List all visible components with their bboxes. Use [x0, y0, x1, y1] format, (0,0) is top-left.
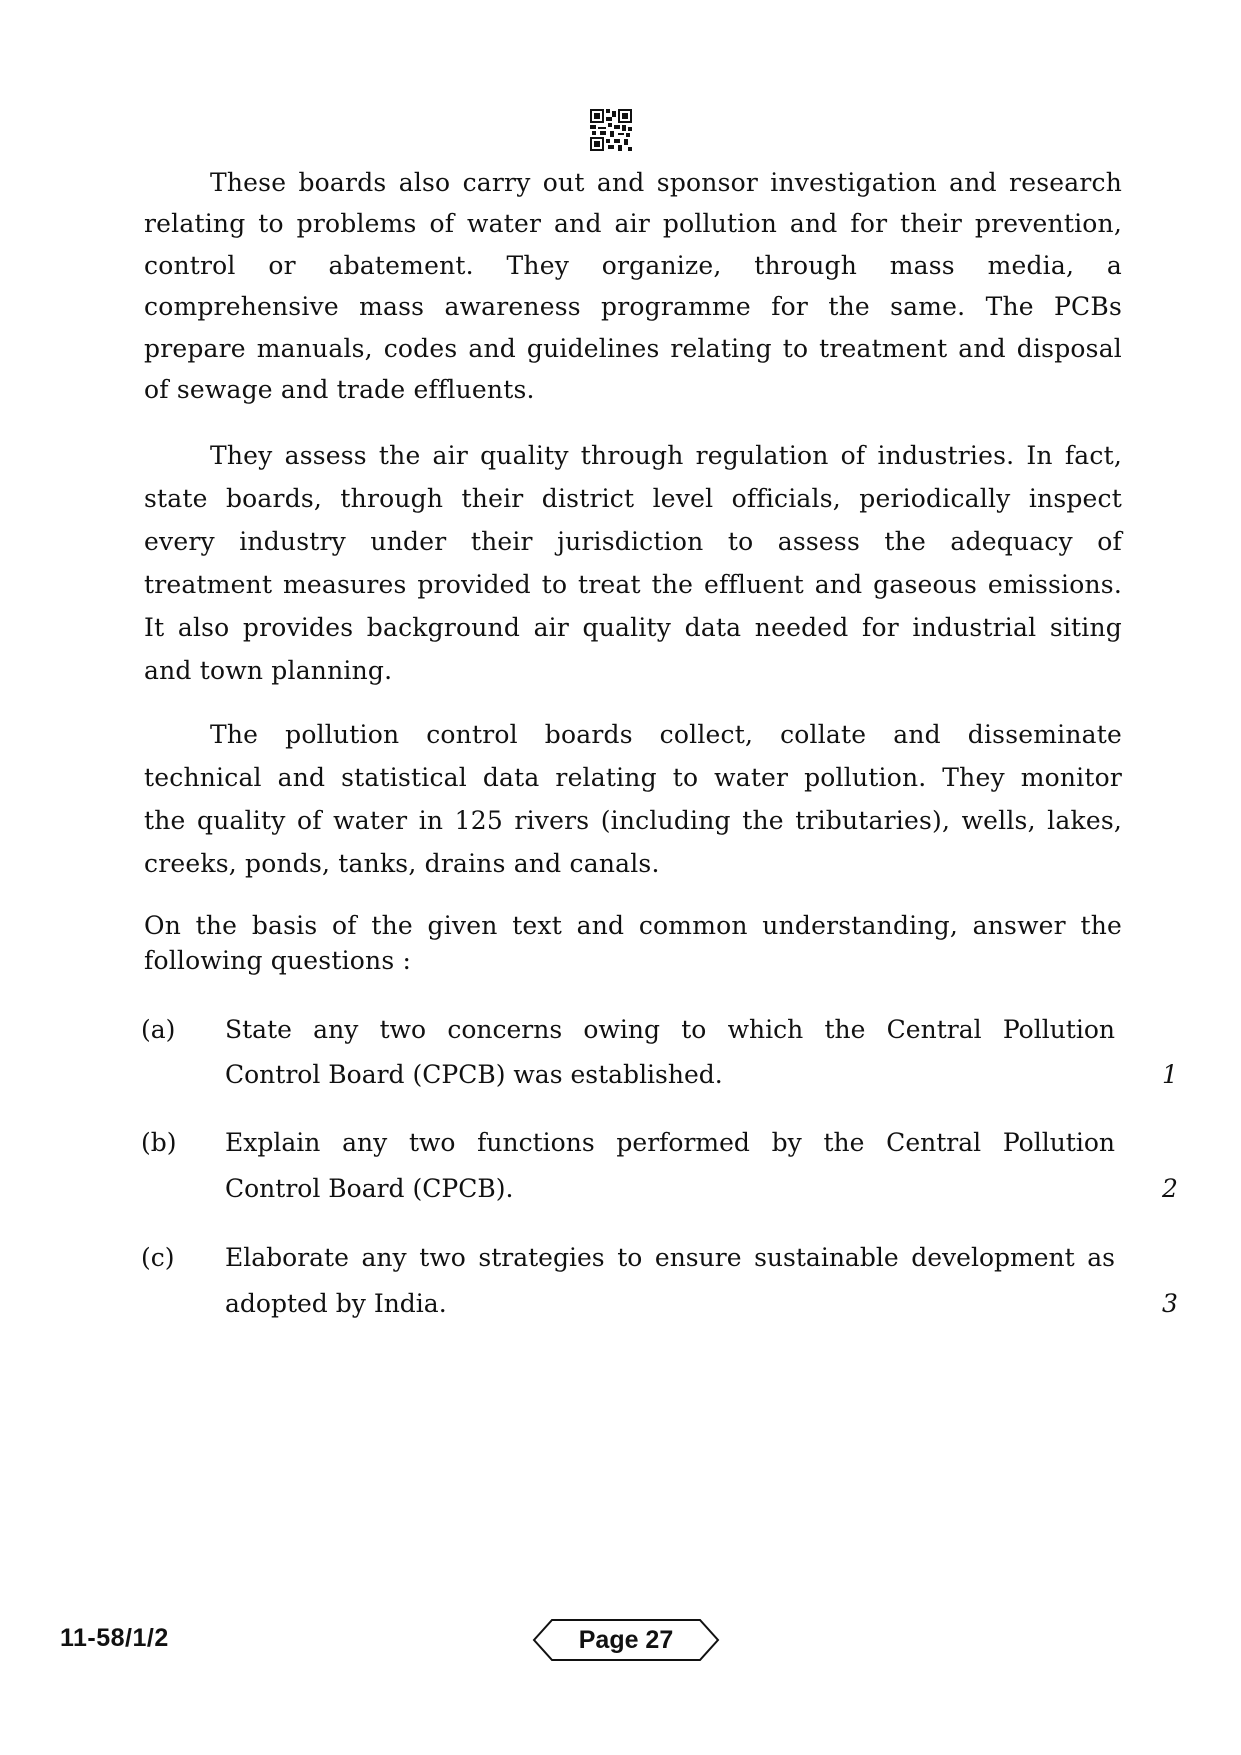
text-line: following questions :	[144, 946, 412, 975]
text-line: control or abatement. They organize, through mass media, a	[144, 251, 1122, 280]
question-text: State any two concerns owing to which the Central Pollution	[225, 1015, 1115, 1044]
question-marks: 2	[1162, 1174, 1178, 1203]
question-marks: 1	[1162, 1060, 1178, 1089]
text-line: creeks, ponds, tanks, drains and canals.	[144, 849, 660, 878]
text-line: state boards, through their district level officials, periodically inspect	[144, 484, 1122, 513]
text-line: These boards also carry out and sponsor investigation and research	[210, 168, 1122, 197]
question-label: (b)	[141, 1128, 177, 1157]
text-line: prepare manuals, codes and guidelines relating to treatment and disposal	[144, 334, 1122, 363]
text-line: treatment measures provided to treat the effluent and gaseous emissions.	[144, 570, 1122, 599]
qr-code-icon	[590, 109, 632, 151]
text-line: technical and statistical data relating to water pollution. They monitor	[144, 763, 1122, 792]
question-label: (a)	[141, 1015, 176, 1044]
text-line: They assess the air quality through regulation of industries. In fact,	[210, 441, 1122, 470]
text-line: It also provides background air quality data needed for industrial siting	[144, 613, 1122, 642]
text-line: the quality of water in 125 rivers (including the tributaries), wells, lakes,	[144, 806, 1122, 835]
question-marks: 3	[1162, 1289, 1178, 1318]
question-text: adopted by India.	[225, 1289, 447, 1318]
text-line: every industry under their jurisdiction to assess the adequacy of	[144, 527, 1122, 556]
question-text: Explain any two functions performed by the Central Pollution	[225, 1128, 1115, 1157]
text-line: and town planning.	[144, 656, 393, 685]
page-label: Page 27	[578, 1626, 674, 1654]
question-text: Control Board (CPCB).	[225, 1174, 514, 1203]
question-label: (c)	[141, 1243, 175, 1272]
text-line: comprehensive mass awareness programme for the same. The PCBs	[144, 292, 1122, 321]
page-number-badge	[532, 1618, 720, 1662]
question-text: Control Board (CPCB) was established.	[225, 1060, 723, 1089]
text-line: On the basis of the given text and common understanding, answer the	[144, 911, 1122, 940]
text-line: The pollution control boards collect, collate and disseminate	[210, 720, 1122, 749]
question-text: Elaborate any two strategies to ensure sustainable development as	[225, 1243, 1115, 1272]
text-line: relating to problems of water and air pollution and for their prevention,	[144, 209, 1122, 238]
paper-code: 11-58/1/2	[60, 1624, 169, 1652]
text-line: of sewage and trade effluents.	[144, 375, 535, 404]
